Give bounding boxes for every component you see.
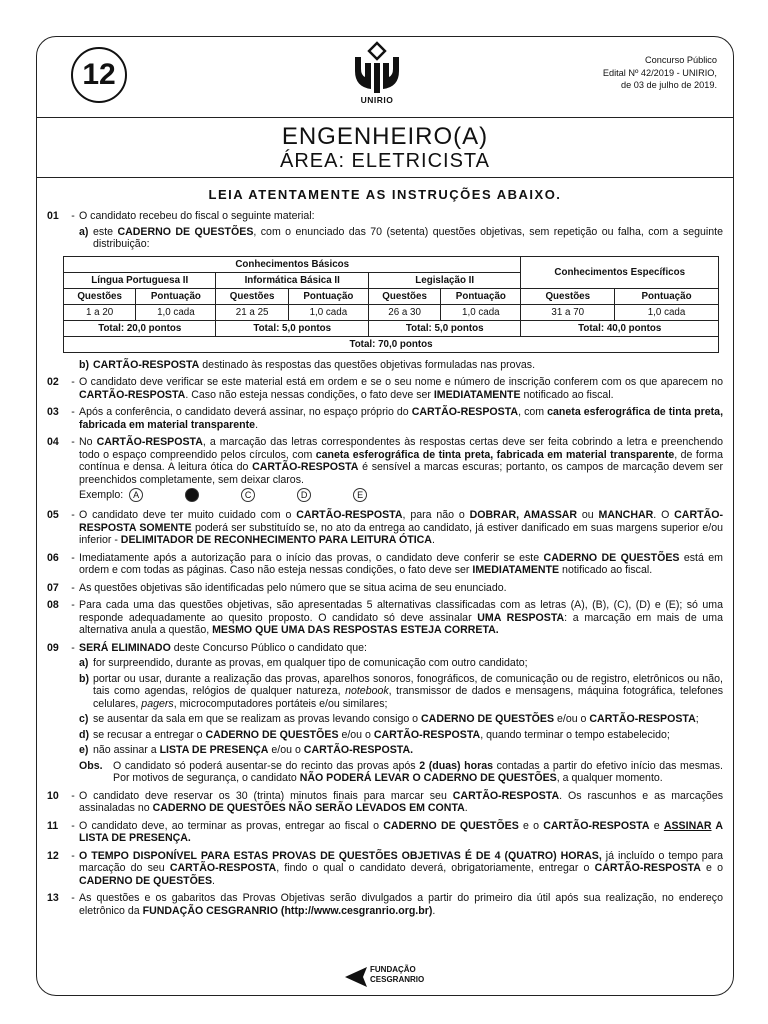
cesgranrio-logo [343, 961, 443, 991]
instruction-02: 02 - O candidato deve verificar se este material está em ordem e se o seu nome e número de inscrição conferem com os que aparecem no CARTÃO-RESPOSTA. Caso não esteja nessas condições, o fato deve ser IMEDIATAMENTE notificado ao fiscal. [47, 376, 723, 401]
bubble-a: A [129, 488, 143, 502]
bubble-b-filled [185, 488, 199, 502]
edital-line: Edital Nº 42/2019 - UNIRIO, [602, 67, 717, 78]
exam-number-badge: 12 [71, 47, 127, 103]
instruction-11: 11 - O candidato deve, ao terminar as provas, entregar ao fiscal o CADERNO DE QUESTÕES e o CARTÃO-RESPOSTA e ASSINAR A LISTA DE PRESENÇA. [47, 819, 723, 844]
table-total: Total: 20,0 pontos [64, 320, 216, 336]
instruction-08: 08 - Para cada uma das questões objetivas, são apresentadas 5 alternativas classificadas com as letras (A), (B), (C), (D) e (E); só uma responde adequadamente ao quesito proposto. O candidato só deve assinalar UMA RESPOSTA: a marcação em mais de uma alternativa anula a questão, MESMO QUE UMA DAS RESPOSTAS ESTEJA CORRETA. [47, 599, 723, 636]
table-grand-total: Total: 70,0 pontos [64, 336, 719, 352]
table-col-header: Pontuação [136, 288, 216, 304]
table-cell: 1,0 cada [136, 304, 216, 320]
edital-info [517, 54, 717, 92]
edital-line: Concurso Público [644, 55, 717, 65]
logo-text: UNIRIO [360, 95, 394, 105]
table-subject: Informática Básica II [216, 272, 368, 288]
table-total: Total: 40,0 pontos [521, 320, 719, 336]
instruction-03: 03 - Após a conferência, o candidato deverá assinar, no espaço próprio do CARTÃO-RESPOSTA, com caneta esferográfica de tinta preta, fabricada em material transparente. [47, 406, 724, 431]
instruction-12: 12 - O TEMPO DISPONÍVEL PARA ESTAS PROVAS DE QUESTÕES OBJETIVAS É DE 4 (QUATRO) HORAS, já incluído o tempo para marcação do seu CARTÃO-RESPOSTA, findo o qual o candidato deverá, obrigatoriamente, entregar o CARTÃO-RESPOSTA e o CADERNO DE QUESTÕES. [47, 849, 724, 887]
distribution-table [63, 256, 719, 353]
table-subject: Língua Portuguesa II [64, 272, 216, 288]
instructions-heading: LEIA ATENTAMENTE AS INSTRUÇÕES ABAIXO. [208, 187, 562, 202]
table-total: Total: 5,0 pontos [368, 320, 520, 336]
table-col-header: Questões [216, 288, 288, 304]
header [37, 37, 733, 118]
table-cell: 26 a 30 [368, 304, 440, 320]
job-title: ENGENHEIRO(A) [281, 123, 489, 150]
table-cell: 1,0 cada [615, 304, 719, 320]
footer-text [370, 965, 424, 984]
bubble-d: D [297, 488, 311, 502]
bubble-c: C [241, 488, 255, 502]
table-col-header: Questões [64, 288, 136, 304]
instruction-07: 07 - As questões objetivas são identificadas pelo número que se situa acima de seu enunciado. [47, 581, 507, 594]
unirio-emblem-icon [351, 41, 403, 95]
footer-line: FUNDAÇÃO [370, 965, 416, 974]
edital-line: de 03 de julho de 2019. [620, 80, 717, 90]
instruction-01: 01 - O candidato recebeu do fiscal o seguinte material: a) este CADERNO DE QUESTÕES, com o enunciado das 70 (setenta) questões objetivas, sem repetição ou falha, com a seguinte distribuição: [47, 210, 723, 250]
table-header: Conhecimentos Básicos [64, 256, 521, 272]
instructions-list [37, 210, 733, 917]
table-cell: 31 a 70 [521, 304, 615, 320]
example-label: Exemplo: [79, 488, 124, 501]
table-col-header: Pontuação [615, 288, 719, 304]
table-header: Conhecimentos Específicos [521, 256, 719, 288]
instruction-13: 13 - As questões e os gabaritos das Provas Objetivas serão divulgados a partir do primeiro dia útil após sua realização, no endereço eletrônico da FUNDAÇÃO CESGRANRIO (http://www.cesgranrio.org.br). [47, 892, 723, 917]
footer-line: CESGRANRIO [370, 974, 425, 984]
instruction-09: 09 - SERÁ ELIMINADO deste Concurso Público o candidato que: a) for surpreendido, durante as provas, em qualquer tipo de comunicação com outro candidato; b) portar ou usar, durante a realização das provas, aparelhos sonoros, fonográficos, de comunicação ou de registro, eletrônicos ou não, tais como agendas, relógios de qualquer natureza, notebook, transmissor de dados e mensagens, máquina fotográfica, telefones celulares, pagers, microcomputadores portáteis e/ou similares; c) se ausentar da sala em que se realizam as provas levando consigo o CADERNO DE QUESTÕES e/ou o CARTÃO-RESPOSTA; d) se recusar a entregar o CADERNO DE QUESTÕES e/ou o CARTÃO-RESPOSTA, quando terminar o tempo estabelecido; e) não assinar a LISTA DE PRESENÇA e/ou o CARTÃO-RESPOSTA. Obs. O candidato só poderá ausentar-se do recinto das provas após 2 (duas) horas contadas a partir do efetivo início das mesmas. Por motivos de segurança, o candidato NÃO PODERÁ LEVAR O CADERNO DE QUESTÕES, a qualquer momento. [47, 641, 723, 784]
answer-example [79, 488, 723, 502]
table-col-header: Pontuação [441, 288, 521, 304]
unirio-logo [350, 41, 404, 111]
table-total: Total: 5,0 pontos [216, 320, 368, 336]
instruction-01b: b) CARTÃO-RESPOSTA destinado às respostas das questões objetivas formuladas nas provas. [79, 358, 536, 371]
instruction-10: 10 - O candidato deve reservar os 30 (trinta) minutos finais para marcar seu CARTÃO-RESPOSTA. Os rascunhos e as marcações assinaladas no CADERNO DE QUESTÕES NÃO SERÃO LEVADOS EM CONTA. [47, 789, 724, 814]
instruction-04: 04 - No CARTÃO-RESPOSTA, a marcação das letras correspondentes às respostas certas deve ser feita cobrindo a letra e preenchendo todo o espaço compreendido pelos círculos, com caneta esferográfica de tinta preta, fabricada em material transparente, de forma contínua e densa. A leitura ótica do CARTÃO-RESPOSTA é sensível a marcas escuras; portanto, os campos de marcação devem ser preenchidos completamente, sem deixar claros. Exemplo: A C D E [47, 436, 723, 501]
job-area: ÁREA: ELETRICISTA [279, 150, 490, 172]
table-col-header: Questões [521, 288, 615, 304]
instruction-06: 06 - Imediatamente após a autorização para o início das provas, o candidato deve conferir se este CADERNO DE QUESTÕES está em ordem e com todas as páginas. Caso não esteja nessas condições, o fato deve ser IMEDIATAMENTE notificado ao fiscal. [47, 551, 723, 576]
title-box [37, 118, 733, 178]
table-cell: 1 a 20 [64, 304, 136, 320]
table-cell: 21 a 25 [216, 304, 288, 320]
cesgranrio-emblem-icon [343, 966, 369, 988]
table-col-header: Questões [368, 288, 440, 304]
instruction-05: 05 - O candidato deve ter muito cuidado com o CARTÃO-RESPOSTA, para não o DOBRAR, AMASSAR ou MANCHAR. O CARTÃO-RESPOSTA SOMENTE poderá ser substituído se, no ato da entrega ao candidato, já estiver danificado em suas margens superior e/ou inferior - DELIMITADOR DE RECONHECIMENTO PARA LEITURA ÓTICA. [47, 509, 723, 546]
exam-cover-page [36, 36, 734, 996]
table-subject: Legislação II [368, 272, 520, 288]
bubble-e: E [353, 488, 367, 502]
table-cell: 1,0 cada [441, 304, 521, 320]
table-cell: 1,0 cada [288, 304, 368, 320]
table-col-header: Pontuação [288, 288, 368, 304]
